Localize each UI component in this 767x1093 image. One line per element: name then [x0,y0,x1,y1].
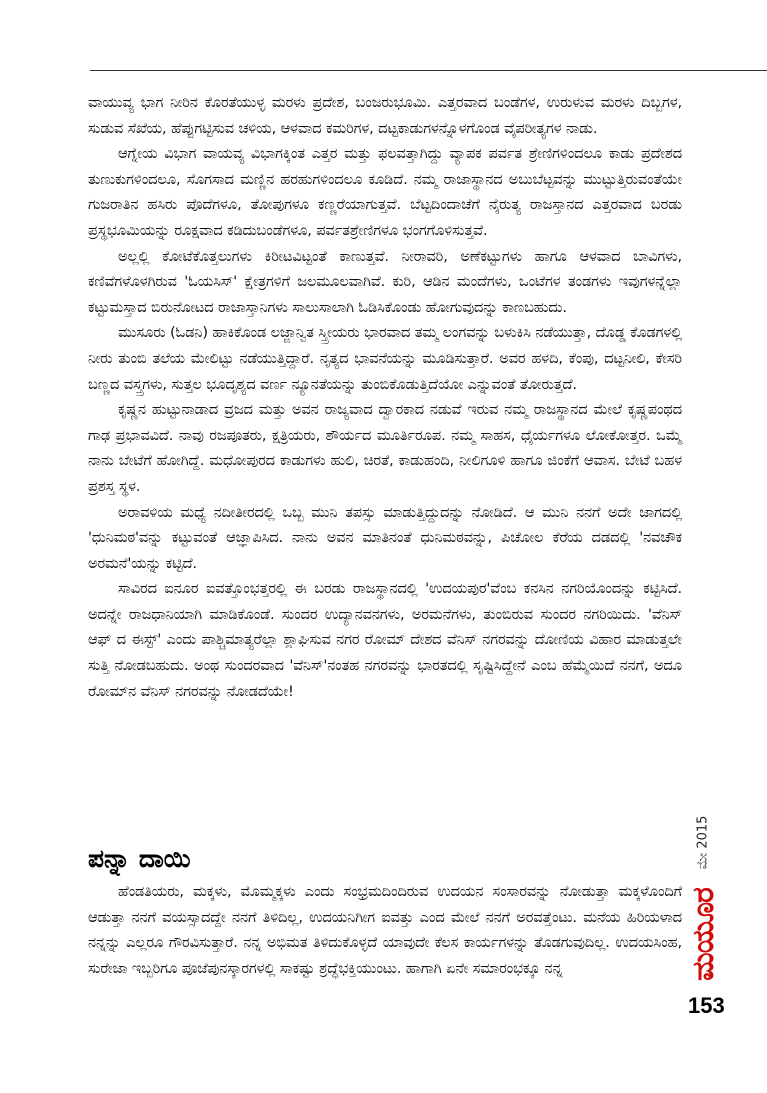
page-number: 153 [688,993,725,1018]
magazine-logo-text: ಮಯೂರ [685,887,721,981]
issue-date [686,792,720,892]
paragraph: ಸಾವಿರದ ಐನೂರ ಐವತ್ತೊಂಭತ್ತರಲ್ಲಿ ಈ ಬರಡು ರಾಜಸ್ಥಾನದಲ್ಲಿ 'ಉದಯಪುರ'ವೆಂಬ ಕನಸಿನ ನಗರಿಯೊಂದನ್ನು ಕಟ್ಟಿಸಿದೆ. ಅದನ್ನೇ ರಾಜಧಾನಿಯಾಗಿ ಮಾಡಿಕೊಂಡೆ. ಸುಂದರ ಉದ್ಯಾನವನಗಳು, ಅರಮನೆಗಳು, ತುಂಬಿರುವ ಸುಂದರ ನಗರಿಯಿದು. 'ವೆನಿಸ್ ಆಫ್ ದ ಈಸ್ಟ್' ಎಂದು ಪಾಶ್ಚಿಮಾತ್ಯರೆಲ್ಲಾ ಶ್ಲಾಘಿಸುವ ನಗರ ರೋಮ್ ದೇಶದ ವೆನಿಸ್ ನಗರವನ್ನು ದೋಣಿಯ ವಿಹಾರ ಮಾಡುತ್ತಲೇ ಸುತ್ತಿ ನೋಡಬಹುದು. ಅಂಥ ಸುಂದರವಾದ 'ವೆನಿಸ್'ನಂತಹ ನಗರವನ್ನು ಭಾರತದಲ್ಲಿ ಸೃಷ್ಟಿಸಿದ್ದೇನೆ ಎಂಬ ಹೆಮ್ಮೆಯಿದೆ ನನಗೆ, ಅದೂ ರೋಮ್‌ನ ವೆನಿಸ್ ನಗರವನ್ನು ನೋಡದೆಯೇ! [88,580,682,700]
paragraph: ಆಗ್ನೇಯ ವಿಭಾಗ ವಾಯವ್ಯ ವಿಭಾಗಕ್ಕಿಂತ ಎತ್ತರ ಮತ್ತು ಫಲವತ್ತಾಗಿದ್ದು ವ್ಯಾಪಕ ಪರ್ವತ ಶ್ರೇಣಿಗಳಿಂದಲೂ ಕಾಡು ಪ್ರದೇಶದ ತುಣುಕುಗಳಿಂದಲೂ, ಸೊಗಸಾದ ಮಣ್ಣಿನ ಹರಹುಗಳಿಂದಲೂ ಕೂಡಿದೆ. ನಮ್ಮ ರಾಜಾಸ್ಥಾನದ ಅಬುಬೆಟ್ಟವನ್ನು ಮುಟ್ಟುತ್ತಿರುವಂತೆಯೇ ಗುಜರಾತಿನ ಹಸಿರು ಪೊದೆಗಳೂ, ತೋಪುಗಳೂ ಕಣ್ಣರೆಯಾಗುತ್ತವೆ. ಬೆಟ್ಟದಿಂದಾಚೆಗೆ ನೈರುತ್ಯ ರಾಜಸ್ತಾನದ ಎತ್ತರವಾದ ಬರಡು ಪ್ರಸ್ಥಭೂಮಿಯನ್ನು ರೂಕ್ಷವಾದ ಕಡಿದುಬಂಡೆಗಳೂ, ಪರ್ವತಶ್ರೇಣಿಗಳೂ ಭಂಗಗೊಳಿಸುತ್ತವೆ. [88,145,682,239]
section-heading: ಪನ್ನಾ ದಾಯಿ [88,844,191,873]
paragraph: ವಾಯುವ್ಯ ಭಾಗ ನೀರಿನ ಕೊರತೆಯುಳ್ಳ ಮರಳು ಪ್ರದೇಶ, ಬಂಜರುಭೂಮಿ. ಎತ್ತರವಾದ ಬಂಡೆಗಳ, ಉರುಳುವ ಮರಳು ದಿಬ್ಬಗಳ, ಸುಡುವ ಸೆಖೆಯ, ಹೆಪ್ಪುಗಟ್ಟಿಸುವ ಚಳಿಯ, ಆಳವಾದ ಕಮರಿಗಳ, ದಟ್ಟಕಾಡುಗಳನ್ನೊಳಗೊಂಡ ವೈಪರೀತ್ಯಗಳ ನಾಡು. [88,94,682,137]
article-body [88,90,682,704]
paragraph: ಮುಸೂರು (ಓಡನಿ) ಹಾಕಿಕೊಂಡ ಲಜ್ಜಾನ್ವಿತ ಸ್ತ್ರೀಯರು ಭಾರವಾದ ತಮ್ಮ ಲಂಗವನ್ನು ಬಳುಕಿಸಿ ನಡೆಯುತ್ತಾ, ದೊಡ್ಡ ಕೊಡಗಳಲ್ಲಿ ನೀರು ತುಂಬಿ ತಲೆಯ ಮೇಲಿಟ್ಟು ನಡೆಯುತ್ತಿದ್ದಾರೆ. ನೃತ್ಯದ ಭಾವನೆಯನ್ನು ಮೂಡಿಸುತ್ತಾರೆ. ಅವರ ಹಳದಿ, ಕೆಂಪು, ದಟ್ಟನೀಲಿ, ಕೇಸರಿ ಬಣ್ಣದ ವಸ್ತ್ರಗಳು, ಸುತ್ತಲ ಭೂದೃಶ್ಯದ ವರ್ಣ ನ್ಯೂನತೆಯನ್ನು ತುಂಬಿಕೊಡುತ್ತಿದೆಯೋ ಎನ್ನುವಂತೆ ತೋರುತ್ತದೆ. [88,324,682,393]
section-body [88,879,682,981]
paragraph: ಕೃಷ್ಣನ ಹುಟ್ಟುನಾಡಾದ ವ್ರಜದ ಮತ್ತು ಅವನ ರಾಜ್ಯವಾದ ದ್ವಾರಕಾದ ನಡುವೆ ಇರುವ ನಮ್ಮ ರಾಜಸ್ಥಾನದ ಮೇಲೆ ಕೃಷ್ಣಪಂಥದ ಗಾಢ ಪ್ರಭಾವವಿದೆ. ನಾವು ರಜಪೂತರು, ಕ್ಷತ್ರಿಯರು, ಶೌರ್ಯದ ಮೂರ್ತಿರೂಪ. ನಮ್ಮ ಸಾಹಸ, ಧೈರ್ಯಗಳೂ ಲೋಕೋತ್ತರ. ಒಮ್ಮೆ ನಾನು ಬೇಟೆಗೆ ಹೋಗಿದ್ದೆ. ಮಧೋಪುರದ ಕಾಡುಗಳು ಹುಲಿ, ಚಿರತೆ, ಕಾಡುಹಂದಿ, ನೀಲಿಗೂಳಿ ಹಾಗೂ ಜಿಂಕೆಗೆ ಆವಾಸ. ಬೇಟೆ ಬಹಳ ಪ್ರಶಸ್ತ ಸ್ಥಳ. [88,401,682,495]
paragraph: ಹೆಂಡತಿಯರು, ಮಕ್ಕಳು, ಮೊಮ್ಮಕ್ಕಳು ಎಂದು ಸಂಭ್ರಮದಿಂದಿರುವ ಉದಯನ ಸಂಸಾರವನ್ನು ನೋಡುತ್ತಾ ಮಕ್ಕಳೊಂದಿಗೆ ಆಡುತ್ತಾ ನನಗೆ ವಯಸ್ಸಾದದ್ದೇ ನನಗೆ ತಿಳಿದಿಲ್ಲ, ಉದಯನಿಗೀಗ ಐವತ್ತು ಎಂದ ಮೇಲೆ ನನಗೆ ಅರವತ್ತೆಂಟು. ಮನೆಯ ಹಿರಿಯಳಾದ ನನ್ನನ್ನು ಎಲ್ಲರೂ ಗೌರವಿಸುತ್ತಾರೆ. ನನ್ನ ಅಭಿಮತ ತಿಳಿದುಕೊಳ್ಳದೆ ಯಾವುದೇ ಕೆಲಸ ಕಾರ್ಯಗಳನ್ನು ತೊಡಗುವುದಿಲ್ಲ. ಉದಯಸಿಂಹ, ಸುರೇಜಾ ಇಬ್ಬರಿಗೂ ಪೂಜೆಪುನಸ್ಕಾರಗಳಲ್ಲಿ ಸಾಕಷ್ಟು ಶ್ರದ್ಧೆಭಕ್ತಿಯುಂಟು. ಹಾಗಾಗಿ ಏನೇ ಸಮಾರಂಭಕ್ಕೂ ನನ್ನ [88,883,682,977]
margin-label [686,792,720,992]
issue-date-text: ಮೇ 2015 [695,815,711,869]
paragraph: ಅರಾವಳಿಯ ಮಧ್ಯೆ ನದೀತೀರದಲ್ಲಿ ಒಬ್ಬ ಮುನಿ ತಪಸ್ಸು ಮಾಡುತ್ತಿದ್ದುದನ್ನು ನೋಡಿದೆ. ಆ ಮುನಿ ನನಗೆ ಅದೇ ಜಾಗದಲ್ಲಿ 'ಧುನಿಮಠ'ವನ್ನು ಕಟ್ಟುವಂತೆ ಆಜ್ಞಾಪಿಸಿದ. ನಾನು ಅವನ ಮಾತಿನಂತೆ ಧುನಿಮಠವನ್ನು, ಪಿಚೋಲ ಕೆರೆಯ ದಡದಲ್ಲಿ 'ನವಚೌಕ ಅರಮನೆ'ಯನ್ನು ಕಟ್ಟಿದೆ. [88,503,682,572]
paragraph: ಅಲ್ಲಲ್ಲಿ ಕೋಟೆಕೊತ್ತಲುಗಳು ಕಿರೀಟವಿಟ್ಟಂತೆ ಕಾಣುತ್ತವೆ. ನೀರಾವರಿ, ಅಣೆಕಟ್ಟುಗಳು ಹಾಗೂ ಆಳವಾದ ಬಾವಿಗಳು, ಕಣಿವೆಗಳೊಳಗಿರುವ 'ಓಯಸಿಸ್' ಕ್ಷೇತ್ರಗಳಿಗೆ ಜಲಮೂಲವಾಗಿವೆ. ಕುರಿ, ಆಡಿನ ಮಂದೆಗಳು, ಒಂಟೆಗಳ ತಂಡಗಳು ಇವುಗಳನ್ನೆಲ್ಲಾ ಕಟ್ಟುಮಸ್ತಾದ ಬಿರುನೋಟದ ರಾಜಾಸ್ತಾನಿಗಳು ಸಾಲುಸಾಲಾಗಿ ಓಡಿಸಿಕೊಂಡು ಹೋಗುವುದನ್ನು ಕಾಣಬಹುದು. [88,247,682,316]
header-rule [90,70,767,71]
magazine-logo [686,884,720,984]
